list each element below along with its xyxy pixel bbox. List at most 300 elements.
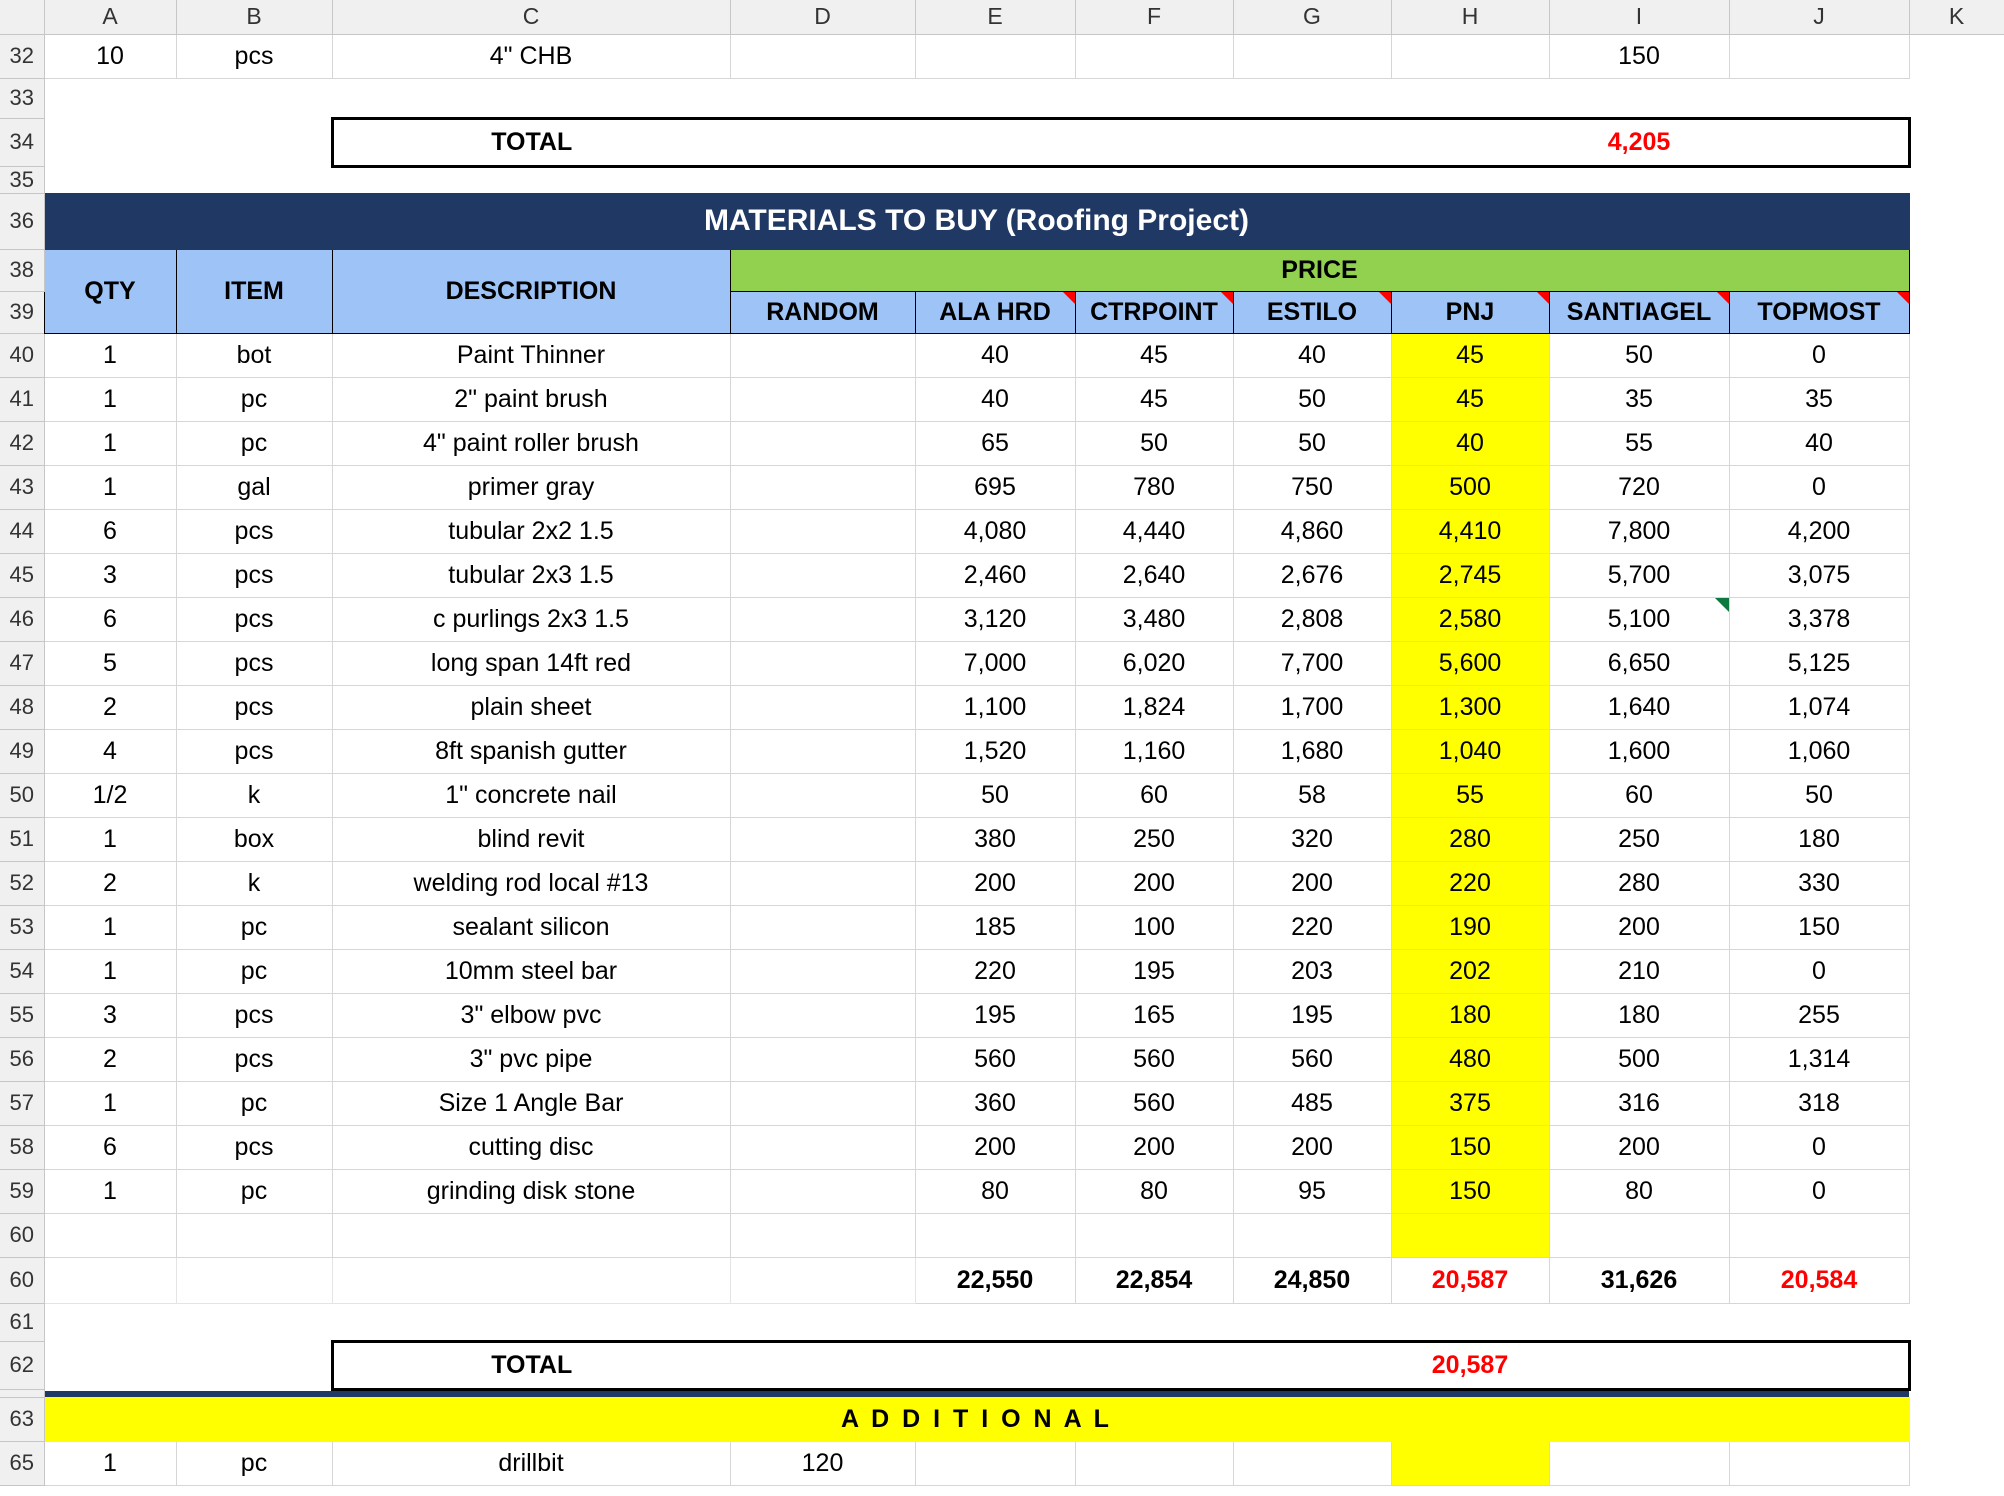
cell-J34[interactable] — [1729, 118, 1909, 166]
cell-G34[interactable] — [1233, 118, 1391, 166]
cell-F45[interactable]: 2,640 — [1075, 553, 1233, 597]
cell-F49[interactable]: 1,160 — [1075, 729, 1233, 773]
cell-D51[interactable] — [730, 817, 915, 861]
cell-E32[interactable] — [915, 34, 1075, 78]
cell-F58[interactable]: 200 — [1075, 1125, 1233, 1169]
cell-A52[interactable]: 2 — [44, 861, 176, 905]
cell-H49[interactable]: 1,040 — [1391, 729, 1549, 773]
cell-F41[interactable]: 45 — [1075, 377, 1233, 421]
cell-B53[interactable]: pc — [176, 905, 332, 949]
cell-K66[interactable] — [1909, 1441, 2004, 1485]
cell-G45[interactable]: 2,676 — [1233, 553, 1391, 597]
cell-G50[interactable]: 58 — [1233, 773, 1391, 817]
cell-E55[interactable]: 195 — [915, 993, 1075, 1037]
cell-H53[interactable]: 190 — [1391, 905, 1549, 949]
cell-J40[interactable]: 0 — [1729, 333, 1909, 377]
table-row[interactable] — [0, 1213, 2004, 1257]
cell-D45[interactable] — [730, 553, 915, 597]
cell-F60[interactable] — [1075, 1213, 1233, 1257]
cell-K34[interactable] — [1909, 118, 2004, 166]
cell-K58[interactable] — [1909, 1125, 2004, 1169]
cell-K57[interactable] — [1909, 1081, 2004, 1125]
cell-H42[interactable]: 40 — [1391, 421, 1549, 465]
row-header-60[interactable]: 60 — [0, 1213, 44, 1257]
cell-G60[interactable] — [1233, 1213, 1391, 1257]
cell-F59[interactable]: 80 — [1075, 1169, 1233, 1213]
sum-topmost[interactable]: 20,584 — [1729, 1257, 1909, 1303]
cell-A66[interactable]: 1 — [44, 1441, 176, 1485]
cell-F48[interactable]: 1,824 — [1075, 685, 1233, 729]
cell-E66[interactable] — [915, 1441, 1075, 1485]
cell-E46[interactable]: 3,120 — [915, 597, 1075, 641]
cell-B54[interactable]: pc — [176, 949, 332, 993]
cell-E53[interactable]: 185 — [915, 905, 1075, 949]
table-row[interactable] — [0, 1037, 2004, 1081]
column-header-K[interactable]: K — [1909, 0, 2004, 34]
cell-I66[interactable] — [1549, 1441, 1729, 1485]
cell-K53[interactable] — [1909, 905, 2004, 949]
select-all-corner[interactable] — [0, 0, 44, 34]
cell-B61[interactable] — [176, 1257, 332, 1303]
cell-F54[interactable]: 195 — [1075, 949, 1233, 993]
cell-C32[interactable]: 4" CHB — [332, 34, 730, 78]
cell-K63[interactable] — [1909, 1341, 2004, 1389]
table-row[interactable] — [0, 1169, 2004, 1213]
cell-E34[interactable] — [915, 118, 1075, 166]
cell-D34[interactable] — [730, 118, 915, 166]
cell-J66[interactable] — [1729, 1441, 1909, 1485]
cell-D55[interactable] — [730, 993, 915, 1037]
cell-H51[interactable]: 280 — [1391, 817, 1549, 861]
cell-E58[interactable]: 200 — [915, 1125, 1075, 1169]
cell-D43[interactable] — [730, 465, 915, 509]
row-header-66[interactable]: 65 — [0, 1441, 44, 1485]
cell-A51[interactable]: 1 — [44, 817, 176, 861]
cell-F52[interactable]: 200 — [1075, 861, 1233, 905]
cell-B56[interactable]: pcs — [176, 1037, 332, 1081]
cell-D63[interactable] — [730, 1341, 915, 1389]
row-header-54[interactable]: 54 — [0, 949, 44, 993]
cell-B52[interactable]: k — [176, 861, 332, 905]
cell-H34[interactable] — [1391, 118, 1549, 166]
row-header-44[interactable]: 44 — [0, 509, 44, 553]
cell-G66[interactable] — [1233, 1441, 1391, 1485]
cell-H33[interactable] — [1391, 78, 1549, 118]
cell-C49[interactable]: 8ft spanish gutter — [332, 729, 730, 773]
cell-J43[interactable]: 0 — [1729, 465, 1909, 509]
cell-H56[interactable]: 480 — [1391, 1037, 1549, 1081]
row-header-52[interactable]: 52 — [0, 861, 44, 905]
cell-A48[interactable]: 2 — [44, 685, 176, 729]
cell-J33[interactable] — [1729, 78, 1909, 118]
column-header-E[interactable]: E — [915, 0, 1075, 34]
cell-B43[interactable]: gal — [176, 465, 332, 509]
cell-A32[interactable]: 10 — [44, 34, 176, 78]
cell-I48[interactable]: 1,640 — [1549, 685, 1729, 729]
cell-I33[interactable] — [1549, 78, 1729, 118]
cell-A43[interactable]: 1 — [44, 465, 176, 509]
cell-G46[interactable]: 2,808 — [1233, 597, 1391, 641]
cell-E48[interactable]: 1,100 — [915, 685, 1075, 729]
table-row[interactable] — [0, 729, 2004, 773]
cell-G56[interactable]: 560 — [1233, 1037, 1391, 1081]
cell-I46[interactable]: 5,100 — [1549, 597, 1729, 641]
cell-F33[interactable] — [1075, 78, 1233, 118]
cell-A34[interactable] — [44, 118, 176, 166]
column-header-D[interactable]: D — [730, 0, 915, 34]
cell-H52[interactable]: 220 — [1391, 861, 1549, 905]
cell-E59[interactable]: 80 — [915, 1169, 1075, 1213]
column-header-H[interactable]: H — [1391, 0, 1549, 34]
table-row[interactable] — [0, 333, 2004, 377]
table-row[interactable] — [0, 465, 2004, 509]
table-row[interactable] — [0, 773, 2004, 817]
cell-D52[interactable] — [730, 861, 915, 905]
cell-K47[interactable] — [1909, 641, 2004, 685]
cell-B33[interactable] — [176, 78, 332, 118]
cell-E56[interactable]: 560 — [915, 1037, 1075, 1081]
cell-A56[interactable]: 2 — [44, 1037, 176, 1081]
cell-B55[interactable]: pcs — [176, 993, 332, 1037]
cell-J59[interactable]: 0 — [1729, 1169, 1909, 1213]
cell-G33[interactable] — [1233, 78, 1391, 118]
cell-C42[interactable]: 4" paint roller brush — [332, 421, 730, 465]
cell-A40[interactable]: 1 — [44, 333, 176, 377]
row-header-55[interactable]: 55 — [0, 993, 44, 1037]
cell-G57[interactable]: 485 — [1233, 1081, 1391, 1125]
table-row[interactable] — [0, 1081, 2004, 1125]
cell-D54[interactable] — [730, 949, 915, 993]
cell-J47[interactable]: 5,125 — [1729, 641, 1909, 685]
cell-I49[interactable]: 1,600 — [1549, 729, 1729, 773]
row-header-53[interactable]: 53 — [0, 905, 44, 949]
sum-santiagel[interactable]: 31,626 — [1549, 1257, 1729, 1303]
cell-K51[interactable] — [1909, 817, 2004, 861]
item-rows-body[interactable] — [0, 333, 2004, 1257]
cell-row35[interactable] — [44, 166, 2004, 193]
cell-B48[interactable]: pcs — [176, 685, 332, 729]
cell-B32[interactable]: pcs — [176, 34, 332, 78]
cell-G48[interactable]: 1,700 — [1233, 685, 1391, 729]
cell-I54[interactable]: 210 — [1549, 949, 1729, 993]
cell-A60[interactable] — [44, 1213, 176, 1257]
cell-G43[interactable]: 750 — [1233, 465, 1391, 509]
row-header-33[interactable]: 33 — [0, 78, 44, 118]
cell-K41[interactable] — [1909, 377, 2004, 421]
cell-F40[interactable]: 45 — [1075, 333, 1233, 377]
cell-D42[interactable] — [730, 421, 915, 465]
cell-F32[interactable] — [1075, 34, 1233, 78]
cell-J57[interactable]: 318 — [1729, 1081, 1909, 1125]
cell-J41[interactable]: 35 — [1729, 377, 1909, 421]
cell-A58[interactable]: 6 — [44, 1125, 176, 1169]
cell-D48[interactable] — [730, 685, 915, 729]
cell-A42[interactable]: 1 — [44, 421, 176, 465]
sum-ala-hrd[interactable]: 22,550 — [915, 1257, 1075, 1303]
cell-D32[interactable] — [730, 34, 915, 78]
cell-K52[interactable] — [1909, 861, 2004, 905]
row-header-63[interactable]: 62 — [0, 1341, 44, 1389]
row-header-38[interactable]: 38 — [0, 249, 44, 291]
cell-J51[interactable]: 180 — [1729, 817, 1909, 861]
cell-F55[interactable]: 165 — [1075, 993, 1233, 1037]
cell-F66[interactable] — [1075, 1441, 1233, 1485]
cell-J53[interactable]: 150 — [1729, 905, 1909, 949]
cell-I63[interactable] — [1549, 1341, 1729, 1389]
row-header-41[interactable]: 41 — [0, 377, 44, 421]
cell-J45[interactable]: 3,075 — [1729, 553, 1909, 597]
sum-pnj[interactable]: 20,587 — [1391, 1257, 1549, 1303]
cell-G53[interactable]: 220 — [1233, 905, 1391, 949]
cell-C48[interactable]: plain sheet — [332, 685, 730, 729]
cell-B59[interactable]: pc — [176, 1169, 332, 1213]
cell-E52[interactable]: 200 — [915, 861, 1075, 905]
table-row[interactable] — [0, 1303, 2004, 1341]
cell-I40[interactable]: 50 — [1549, 333, 1729, 377]
cell-J56[interactable]: 1,314 — [1729, 1037, 1909, 1081]
cell-G32[interactable] — [1233, 34, 1391, 78]
cell-K43[interactable] — [1909, 465, 2004, 509]
cell-J60[interactable] — [1729, 1213, 1909, 1257]
row-header-58[interactable]: 58 — [0, 1125, 44, 1169]
cell-A63[interactable] — [44, 1341, 176, 1389]
cell-A61[interactable] — [44, 1257, 176, 1303]
cell-K59[interactable] — [1909, 1169, 2004, 1213]
cell-F42[interactable]: 50 — [1075, 421, 1233, 465]
cell-H46[interactable]: 2,580 — [1391, 597, 1549, 641]
table-row[interactable] — [0, 641, 2004, 685]
cell-B46[interactable]: pcs — [176, 597, 332, 641]
cell-row62[interactable] — [44, 1303, 2004, 1341]
cell-A59[interactable]: 1 — [44, 1169, 176, 1213]
cell-K42[interactable] — [1909, 421, 2004, 465]
cell-I41[interactable]: 35 — [1549, 377, 1729, 421]
cell-I44[interactable]: 7,800 — [1549, 509, 1729, 553]
cell-B63[interactable] — [176, 1341, 332, 1389]
cell-B51[interactable]: box — [176, 817, 332, 861]
cell-C66[interactable]: drillbit — [332, 1441, 730, 1485]
cell-G49[interactable]: 1,680 — [1233, 729, 1391, 773]
column-header-G[interactable]: G — [1233, 0, 1391, 34]
table-row[interactable] — [0, 509, 2004, 553]
cell-K55[interactable] — [1909, 993, 2004, 1037]
cell-K60[interactable] — [1909, 1213, 2004, 1257]
cell-H60[interactable] — [1391, 1213, 1549, 1257]
row-header-45[interactable]: 45 — [0, 553, 44, 597]
cell-K61[interactable] — [1909, 1257, 2004, 1303]
cell-J44[interactable]: 4,200 — [1729, 509, 1909, 553]
cell-I42[interactable]: 55 — [1549, 421, 1729, 465]
cell-J58[interactable]: 0 — [1729, 1125, 1909, 1169]
column-header-C[interactable]: C — [332, 0, 730, 34]
cell-H47[interactable]: 5,600 — [1391, 641, 1549, 685]
cell-A53[interactable]: 1 — [44, 905, 176, 949]
cell-G54[interactable]: 203 — [1233, 949, 1391, 993]
cell-C50[interactable]: 1" concrete nail — [332, 773, 730, 817]
additional-banner-row[interactable] — [0, 1397, 2004, 1441]
cell-B34[interactable] — [176, 118, 332, 166]
table-row[interactable] — [0, 553, 2004, 597]
cell-E57[interactable]: 360 — [915, 1081, 1075, 1125]
cell-D33[interactable] — [730, 78, 915, 118]
cell-J42[interactable]: 40 — [1729, 421, 1909, 465]
cell-B42[interactable]: pc — [176, 421, 332, 465]
cell-I56[interactable]: 500 — [1549, 1037, 1729, 1081]
cell-G52[interactable]: 200 — [1233, 861, 1391, 905]
cell-I45[interactable]: 5,700 — [1549, 553, 1729, 597]
sum-row[interactable] — [0, 1257, 2004, 1303]
row-header-50[interactable]: 50 — [0, 773, 44, 817]
sum-ctrpoint[interactable]: 22,854 — [1075, 1257, 1233, 1303]
cell-G51[interactable]: 320 — [1233, 817, 1391, 861]
cell-C55[interactable]: 3" elbow pvc — [332, 993, 730, 1037]
cell-E44[interactable]: 4,080 — [915, 509, 1075, 553]
column-header-J[interactable]: J — [1729, 0, 1909, 34]
cell-K54[interactable] — [1909, 949, 2004, 993]
cell-E63[interactable] — [915, 1341, 1075, 1389]
cell-D41[interactable] — [730, 377, 915, 421]
cell-E43[interactable]: 695 — [915, 465, 1075, 509]
cell-G41[interactable]: 50 — [1233, 377, 1391, 421]
cell-K39[interactable] — [1909, 291, 2004, 333]
cell-G55[interactable]: 195 — [1233, 993, 1391, 1037]
cell-A46[interactable]: 6 — [44, 597, 176, 641]
cell-D50[interactable] — [730, 773, 915, 817]
cell-F56[interactable]: 560 — [1075, 1037, 1233, 1081]
row-header-32[interactable]: 32 — [0, 34, 44, 78]
cell-B40[interactable]: bot — [176, 333, 332, 377]
cell-G42[interactable]: 50 — [1233, 421, 1391, 465]
cell-J49[interactable]: 1,060 — [1729, 729, 1909, 773]
cell-D53[interactable] — [730, 905, 915, 949]
row-header-61[interactable]: 60 — [0, 1257, 44, 1303]
cell-B57[interactable]: pc — [176, 1081, 332, 1125]
cell-D40[interactable] — [730, 333, 915, 377]
cell-C56[interactable]: 3" pvc pipe — [332, 1037, 730, 1081]
header-row-1[interactable] — [0, 249, 2004, 291]
cell-I50[interactable]: 60 — [1549, 773, 1729, 817]
cell-F46[interactable]: 3,480 — [1075, 597, 1233, 641]
cell-B58[interactable]: pcs — [176, 1125, 332, 1169]
row-header-34[interactable]: 34 — [0, 118, 44, 166]
cell-F51[interactable]: 250 — [1075, 817, 1233, 861]
row-header-46[interactable]: 46 — [0, 597, 44, 641]
cell-A55[interactable]: 3 — [44, 993, 176, 1037]
cell-E51[interactable]: 380 — [915, 817, 1075, 861]
cell-D60[interactable] — [730, 1213, 915, 1257]
cell-I52[interactable]: 280 — [1549, 861, 1729, 905]
cell-C60[interactable] — [332, 1213, 730, 1257]
cell-F34[interactable] — [1075, 118, 1233, 166]
cell-C46[interactable]: c purlings 2x3 1.5 — [332, 597, 730, 641]
cell-A49[interactable]: 4 — [44, 729, 176, 773]
table-row[interactable] — [0, 34, 2004, 78]
total-value-top[interactable]: 4,205 — [1549, 118, 1729, 166]
cell-A33[interactable] — [44, 78, 176, 118]
column-header-I[interactable]: I — [1549, 0, 1729, 34]
table-row[interactable] — [0, 905, 2004, 949]
cell-C58[interactable]: cutting disc — [332, 1125, 730, 1169]
cell-B47[interactable]: pcs — [176, 641, 332, 685]
table-row[interactable] — [0, 166, 2004, 193]
row-header-36[interactable]: 36 — [0, 193, 44, 249]
row-header-47[interactable]: 47 — [0, 641, 44, 685]
cell-C47[interactable]: long span 14ft red — [332, 641, 730, 685]
cell-G59[interactable]: 95 — [1233, 1169, 1391, 1213]
cell-K40[interactable] — [1909, 333, 2004, 377]
cell-K32[interactable] — [1909, 34, 2004, 78]
cell-C52[interactable]: welding rod local #13 — [332, 861, 730, 905]
cell-K46[interactable] — [1909, 597, 2004, 641]
table-row[interactable] — [0, 421, 2004, 465]
cell-A54[interactable]: 1 — [44, 949, 176, 993]
cell-G40[interactable]: 40 — [1233, 333, 1391, 377]
table-row[interactable] — [0, 597, 2004, 641]
cell-D66[interactable]: 120 — [730, 1441, 915, 1485]
cell-A57[interactable]: 1 — [44, 1081, 176, 1125]
table-row[interactable] — [0, 861, 2004, 905]
cell-A44[interactable]: 6 — [44, 509, 176, 553]
cell-J55[interactable]: 255 — [1729, 993, 1909, 1037]
cell-K-divider[interactable] — [1909, 1389, 2004, 1397]
cell-F63[interactable] — [1075, 1341, 1233, 1389]
cell-C41[interactable]: 2" paint brush — [332, 377, 730, 421]
row-header-51[interactable]: 51 — [0, 817, 44, 861]
cell-J54[interactable]: 0 — [1729, 949, 1909, 993]
cell-D57[interactable] — [730, 1081, 915, 1125]
cell-I59[interactable]: 80 — [1549, 1169, 1729, 1213]
table-row[interactable] — [0, 685, 2004, 729]
cell-D59[interactable] — [730, 1169, 915, 1213]
cell-F44[interactable]: 4,440 — [1075, 509, 1233, 553]
cell-D47[interactable] — [730, 641, 915, 685]
cell-A41[interactable]: 1 — [44, 377, 176, 421]
cell-E42[interactable]: 65 — [915, 421, 1075, 465]
cell-C59[interactable]: grinding disk stone — [332, 1169, 730, 1213]
cell-E54[interactable]: 220 — [915, 949, 1075, 993]
cell-C61[interactable] — [332, 1257, 730, 1303]
row-header-59[interactable]: 59 — [0, 1169, 44, 1213]
cell-A45[interactable]: 3 — [44, 553, 176, 597]
cell-B50[interactable]: k — [176, 773, 332, 817]
row-header-57[interactable]: 57 — [0, 1081, 44, 1125]
total-row-top[interactable] — [0, 118, 2004, 166]
cell-H55[interactable]: 180 — [1391, 993, 1549, 1037]
table-row[interactable] — [0, 993, 2004, 1037]
cell-B44[interactable]: pcs — [176, 509, 332, 553]
cell-C40[interactable]: Paint Thinner — [332, 333, 730, 377]
cell-C51[interactable]: blind revit — [332, 817, 730, 861]
cell-H57[interactable]: 375 — [1391, 1081, 1549, 1125]
materials-banner-row[interactable] — [0, 193, 2004, 249]
column-header-A[interactable]: A — [44, 0, 176, 34]
cell-H48[interactable]: 1,300 — [1391, 685, 1549, 729]
row-header-divider[interactable] — [0, 1389, 44, 1397]
cell-F47[interactable]: 6,020 — [1075, 641, 1233, 685]
cell-G47[interactable]: 7,700 — [1233, 641, 1391, 685]
cell-I55[interactable]: 180 — [1549, 993, 1729, 1037]
table-row[interactable] — [0, 817, 2004, 861]
cell-B49[interactable]: pcs — [176, 729, 332, 773]
column-header-F[interactable]: F — [1075, 0, 1233, 34]
cell-C54[interactable]: 10mm steel bar — [332, 949, 730, 993]
table-row[interactable] — [0, 949, 2004, 993]
row-header-42[interactable]: 42 — [0, 421, 44, 465]
cell-E50[interactable]: 50 — [915, 773, 1075, 817]
sum-random[interactable] — [730, 1257, 915, 1303]
cell-J46[interactable]: 3,378 — [1729, 597, 1909, 641]
row-header-39[interactable]: 39 — [0, 291, 44, 333]
